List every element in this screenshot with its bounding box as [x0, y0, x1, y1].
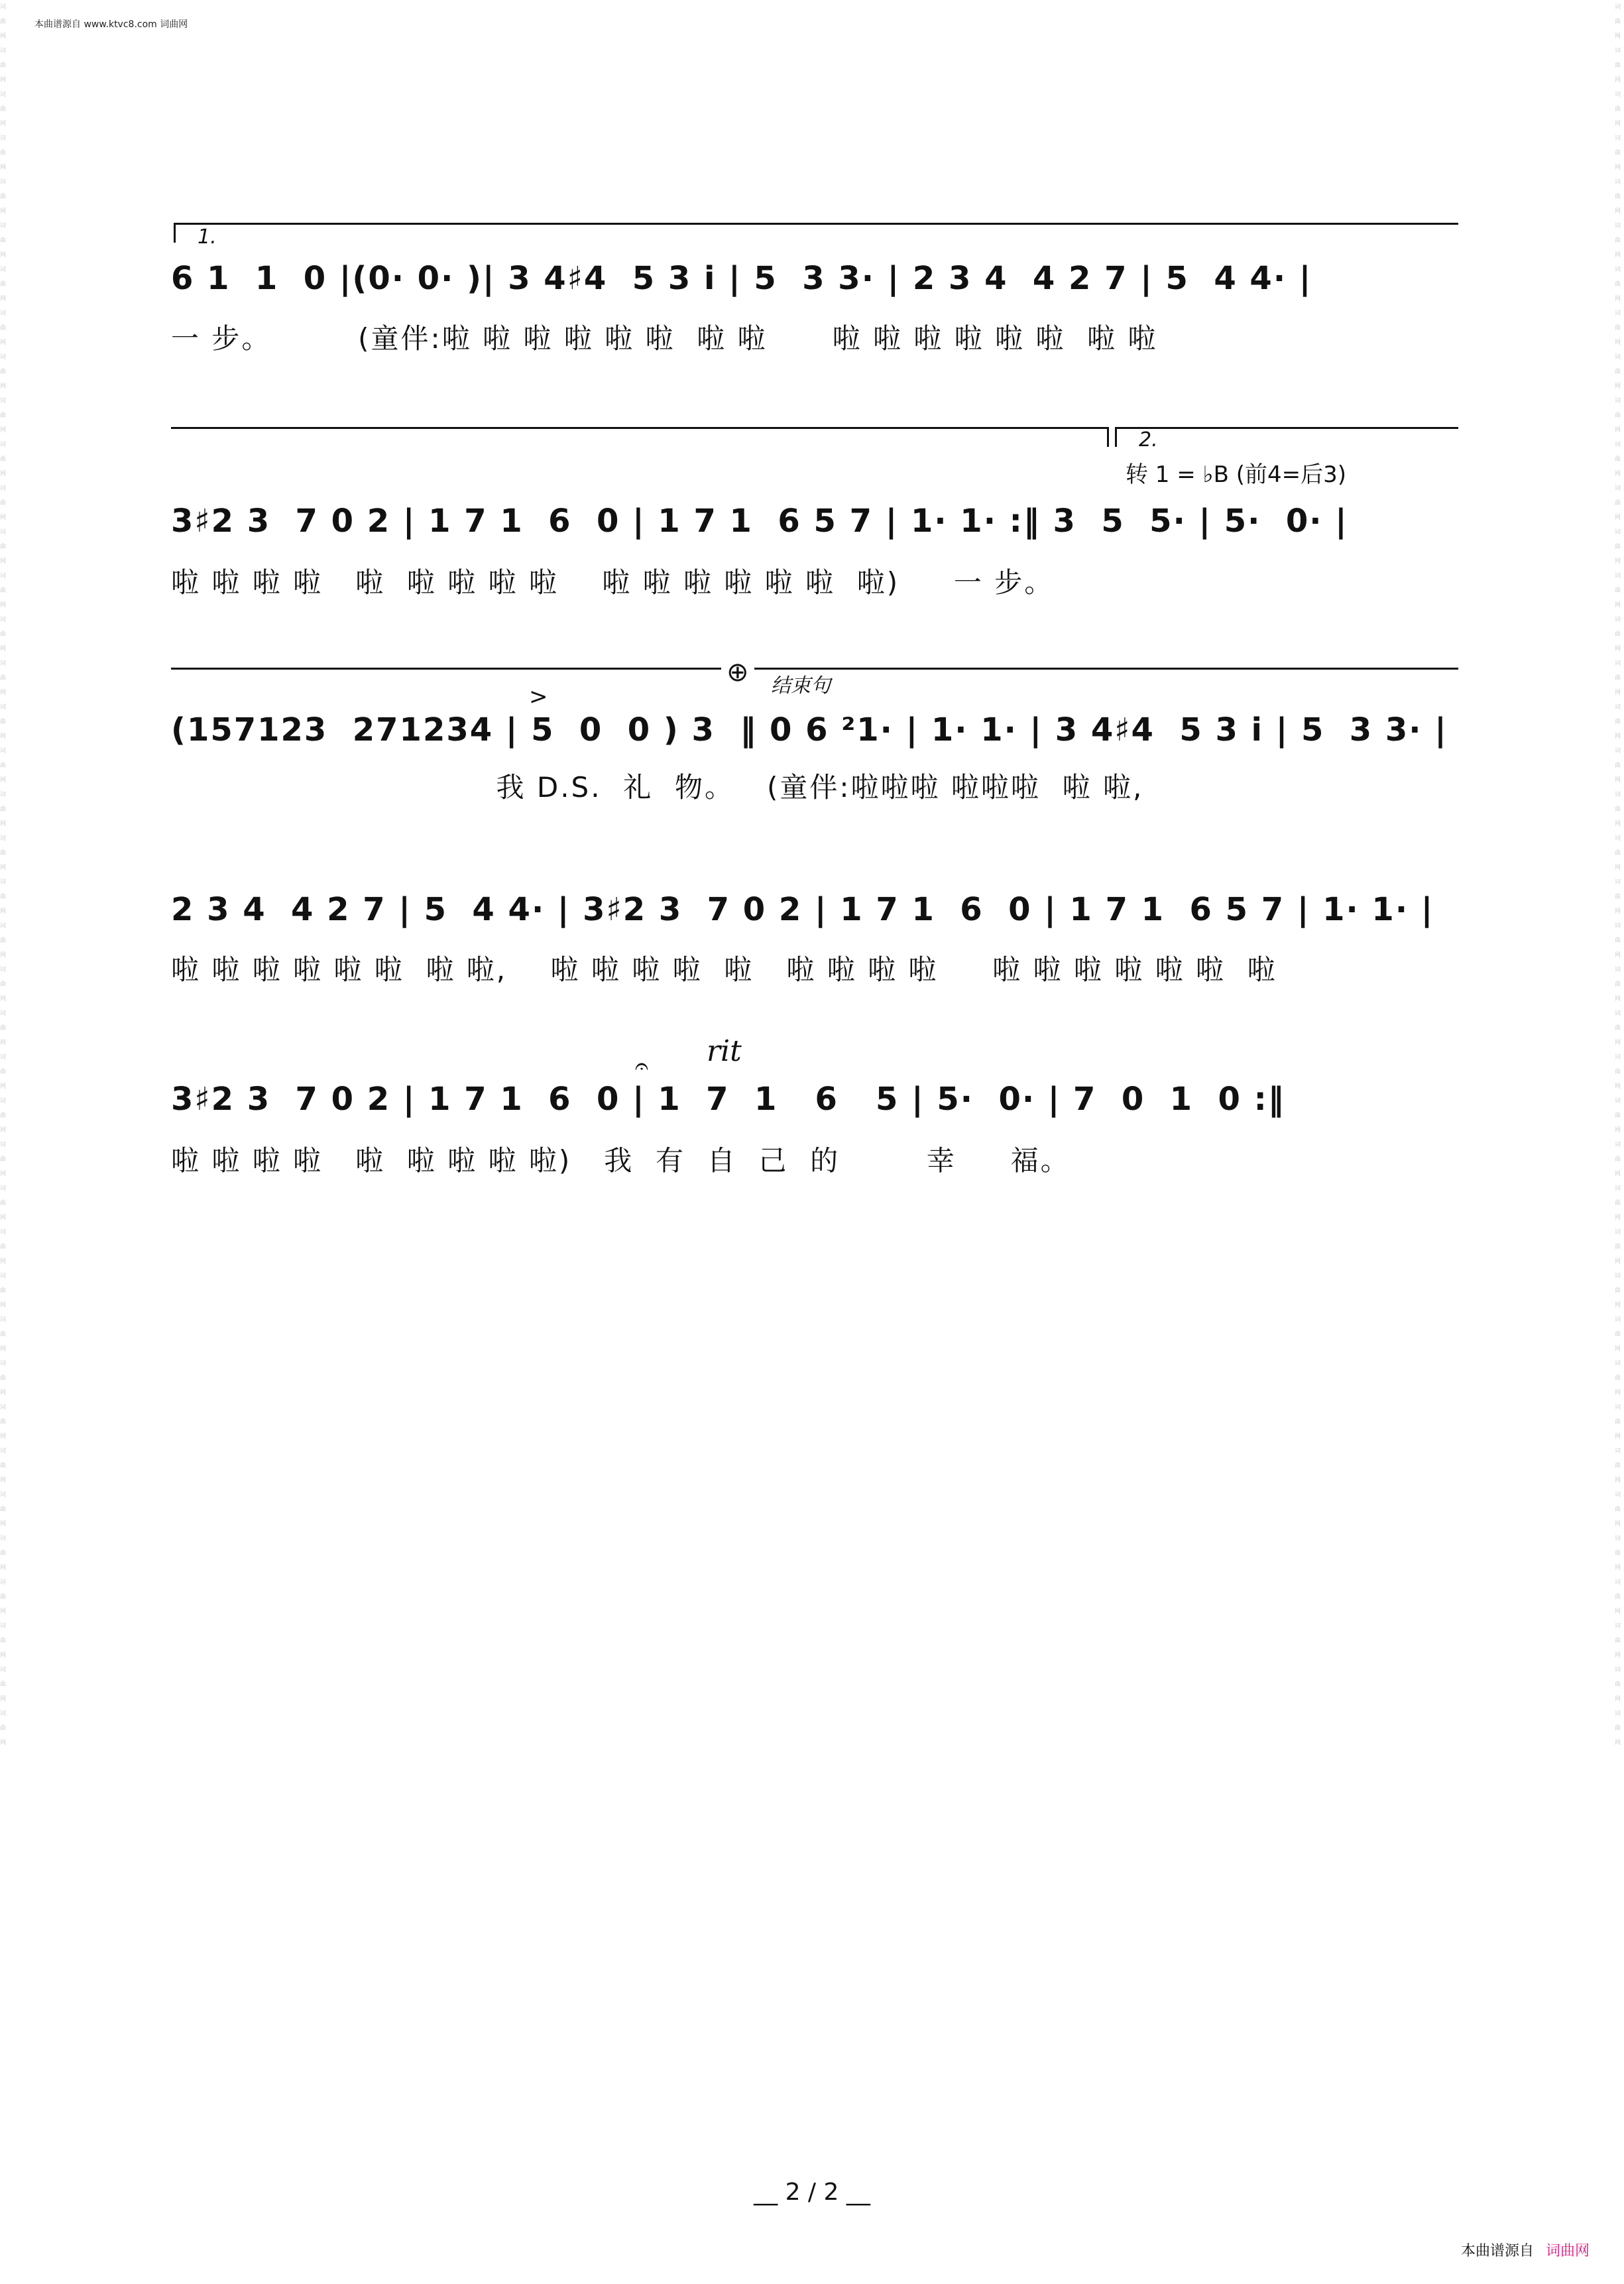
score-line-1	[171, 219, 1458, 355]
rit-marking: rit	[707, 1034, 742, 1068]
repeat-bracket-tick	[1107, 427, 1109, 447]
lyrics-row: 啦 啦 啦 啦 啦 啦 啦 啦 啦 啦 啦 啦 啦 啦 啦 啦) 一 步。	[171, 566, 1055, 599]
side-watermark-left: 词曲网词曲网词曲网词曲网词曲网词曲网词曲网词曲网词曲网词曲网词曲网词曲网词曲网词曲网词曲网词曲网词曲网词曲网词曲网词曲网词曲网词曲网词曲网词曲网词曲网词曲网词曲网词曲网词曲网词曲网词曲网词曲网词曲网词曲网词曲网词曲网词曲网词曲网词曲网词曲网	[0, 4, 7, 1746]
side-watermark-right: 词曲网词曲网词曲网词曲网词曲网词曲网词曲网词曲网词曲网词曲网词曲网词曲网词曲网词曲网词曲网词曲网词曲网词曲网词曲网词曲网词曲网词曲网词曲网词曲网词曲网词曲网词曲网词曲网词曲网词曲网词曲网词曲网词曲网词曲网词曲网词曲网词曲网词曲网词曲网词曲网	[1615, 4, 1621, 1746]
lyrics-row: 一 步。 (童伴:啦 啦 啦 啦 啦 啦 啦 啦 啦 啦 啦 啦 啦 啦 啦 啦	[171, 322, 1158, 355]
site-credit	[1461, 2240, 1590, 2260]
accent-mark: >	[529, 684, 548, 710]
volta-bracket-tick	[174, 223, 176, 243]
score-line-5	[171, 1034, 1458, 1180]
brand-link[interactable]: 词曲网	[1545, 2243, 1590, 2259]
notation-row: 2 3 4 4 2 7 | 5 4 4· | 3♯2 3 7 0 2 | 1 7 1 6 0 | 1 7 1 6 5 7 | 1· 1· |	[171, 891, 1434, 928]
score-line-4	[171, 875, 1458, 994]
key-change: 转 1 = ♭B (前4=后3)	[1126, 461, 1346, 488]
lyrics-row: 啦 啦 啦 啦 啦 啦 啦 啦, 啦 啦 啦 啦 啦 啦 啦 啦 啦 啦 啦 啦 啦 啦 啦 啦	[171, 953, 1277, 986]
volta-bracket-1	[174, 223, 1458, 225]
credit-text: 本曲谱源自	[1460, 2243, 1534, 2259]
notation-row: 6 1 1 0 |(0· 0· )| 3 4♯4 5 3 i | 5 3 3· | 2 3 4 4 2 7 | 5 4 4· |	[171, 260, 1312, 297]
score-line-3	[171, 657, 1458, 819]
notation-row: (157123 271234 | 5 0 0 ) 3 ‖ 0 6 ²1· | 1· 1· | 3 4♯4 5 3 i | 5 3 3· |	[171, 711, 1448, 749]
page-number: __ 2 / 2 __	[754, 2179, 870, 2206]
fermata-icon: 𝄐	[635, 1053, 649, 1080]
volta-label-2: 2.	[1139, 428, 1158, 451]
volta-bracket-tick	[1115, 427, 1117, 447]
notation-row: 3♯2 3 7 0 2 | 1 7 1 6 0 | 1 7 1 6 5 | 5· 0· | 7 0 1 0 :‖	[171, 1081, 1285, 1118]
score-line-2	[171, 424, 1458, 603]
lyrics-row: 啦 啦 啦 啦 啦 啦 啦 啦 啦) 我 有 自 己 的 幸 福。	[171, 1144, 1071, 1177]
source-note: 本曲谱源自 www.ktvc8.com 词曲网	[34, 19, 188, 30]
phrase-bracket	[171, 668, 721, 670]
notation-row: 3♯2 3 7 0 2 | 1 7 1 6 0 | 1 7 1 6 5 7 | 1· 1· :‖ 3 5 5· | 5· 0· |	[171, 503, 1348, 540]
coda-icon: ⊕	[726, 657, 749, 688]
ending-bracket	[754, 668, 1458, 670]
volta-label-1: 1.	[198, 225, 217, 249]
lyrics-row: 我 D.S. 礼 物。 (童伴:啦啦啦 啦啦啦 啦 啦,	[171, 771, 1144, 804]
repeat-bracket	[171, 427, 1107, 429]
coda-label: 结束句	[771, 674, 831, 697]
volta-bracket-2	[1115, 427, 1458, 429]
